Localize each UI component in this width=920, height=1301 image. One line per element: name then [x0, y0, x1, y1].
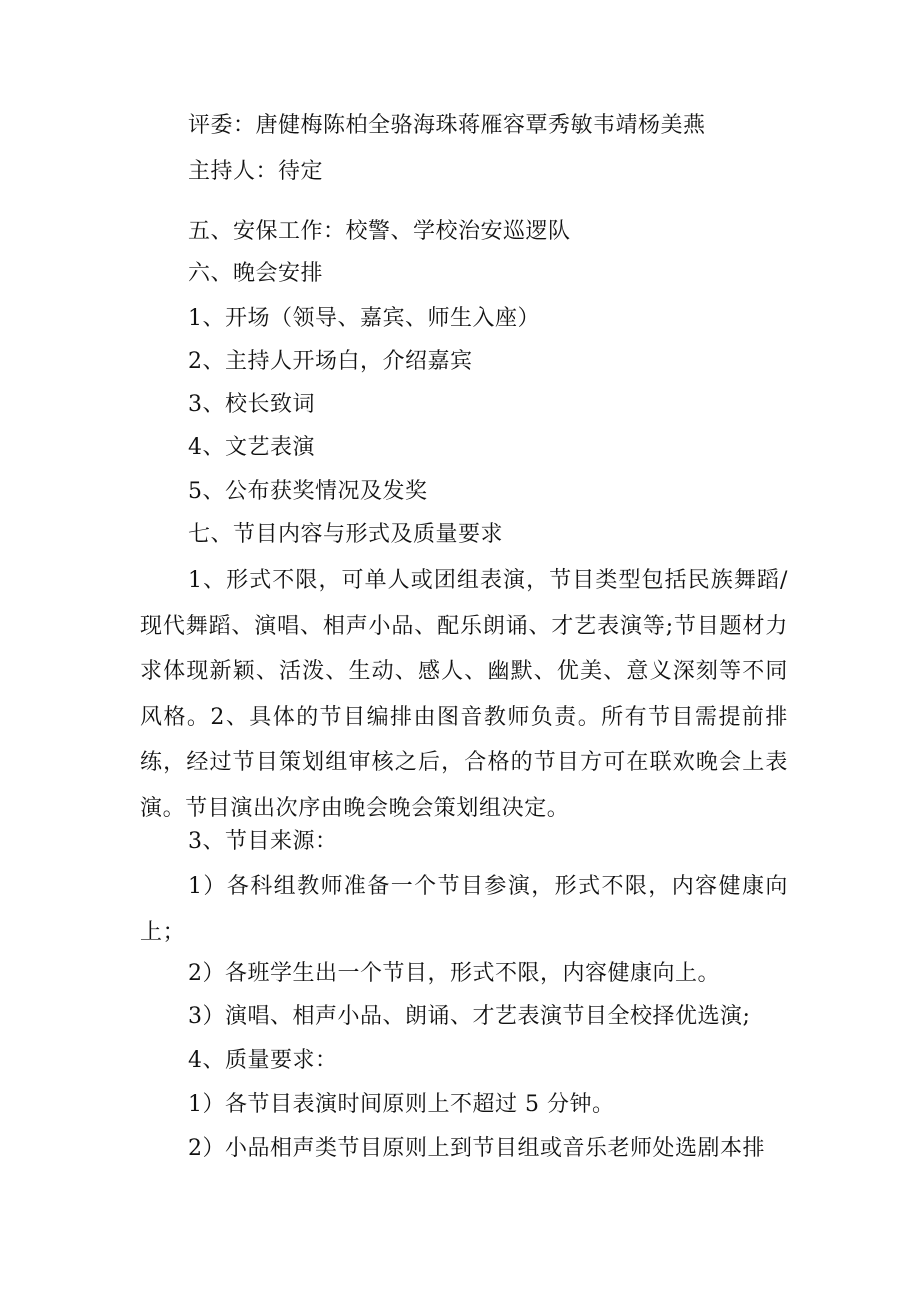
judges-line: 评委：唐健梅陈柏全骆海珠蒋雁容覃秀敏韦靖杨美燕: [188, 113, 706, 138]
arrangement-heading: 六、晚会安排: [188, 261, 324, 286]
host-line: 主持人：待定: [188, 159, 324, 184]
arrangement-item: 1、开场（领导、嘉宾、师生入座）: [188, 306, 540, 331]
arrangement-item: 3、校长致词: [188, 392, 315, 417]
program-heading: 七、节目内容与形式及质量要求: [188, 522, 504, 547]
arrangement-item: 5、公布获奖情况及发奖: [188, 479, 428, 504]
quality-item: 1）各节目表演时间原则上不超过 5 分钟。: [188, 1092, 615, 1117]
quality-heading: 4、质量要求：: [188, 1048, 338, 1073]
source-item: 3）演唱、相声小品、朗诵、才艺表演节目全校择优选演;: [188, 1004, 751, 1029]
arrangement-item: 4、文艺表演: [188, 435, 315, 460]
program-paragraph: 1、形式不限，可单人或团组表演，节目类型包括民族舞蹈/现代舞蹈、演唱、相声小品、配乐朗诵、才艺表演等;节目题材力求体现新颖、活泼、生动、感人、幽默、优美、意义深刻等不同风格。2、具体的节目编排由图音教师负责。所有节目需提前排练，经过节目策划组审核之后，合格的节目方可在联欢晚会上表演。节目演出次序由晚会晚会策划组决定。: [140, 568, 788, 821]
source-item: 1）各科组教师准备一个节目参演，形式不限，内容健康向上；: [140, 874, 788, 945]
quality-item: 2）小品相声类节目原则上到节目组或音乐老师处选剧本排: [188, 1136, 765, 1161]
source-item: 2）各班学生出一个节目，形式不限，内容健康向上。: [188, 961, 720, 986]
security-line: 五、安保工作：校警、学校治安巡逻队: [188, 219, 571, 244]
arrangement-item: 2、主持人开场白，介绍嘉宾: [188, 349, 473, 374]
source-heading: 3、节目来源：: [188, 829, 338, 854]
